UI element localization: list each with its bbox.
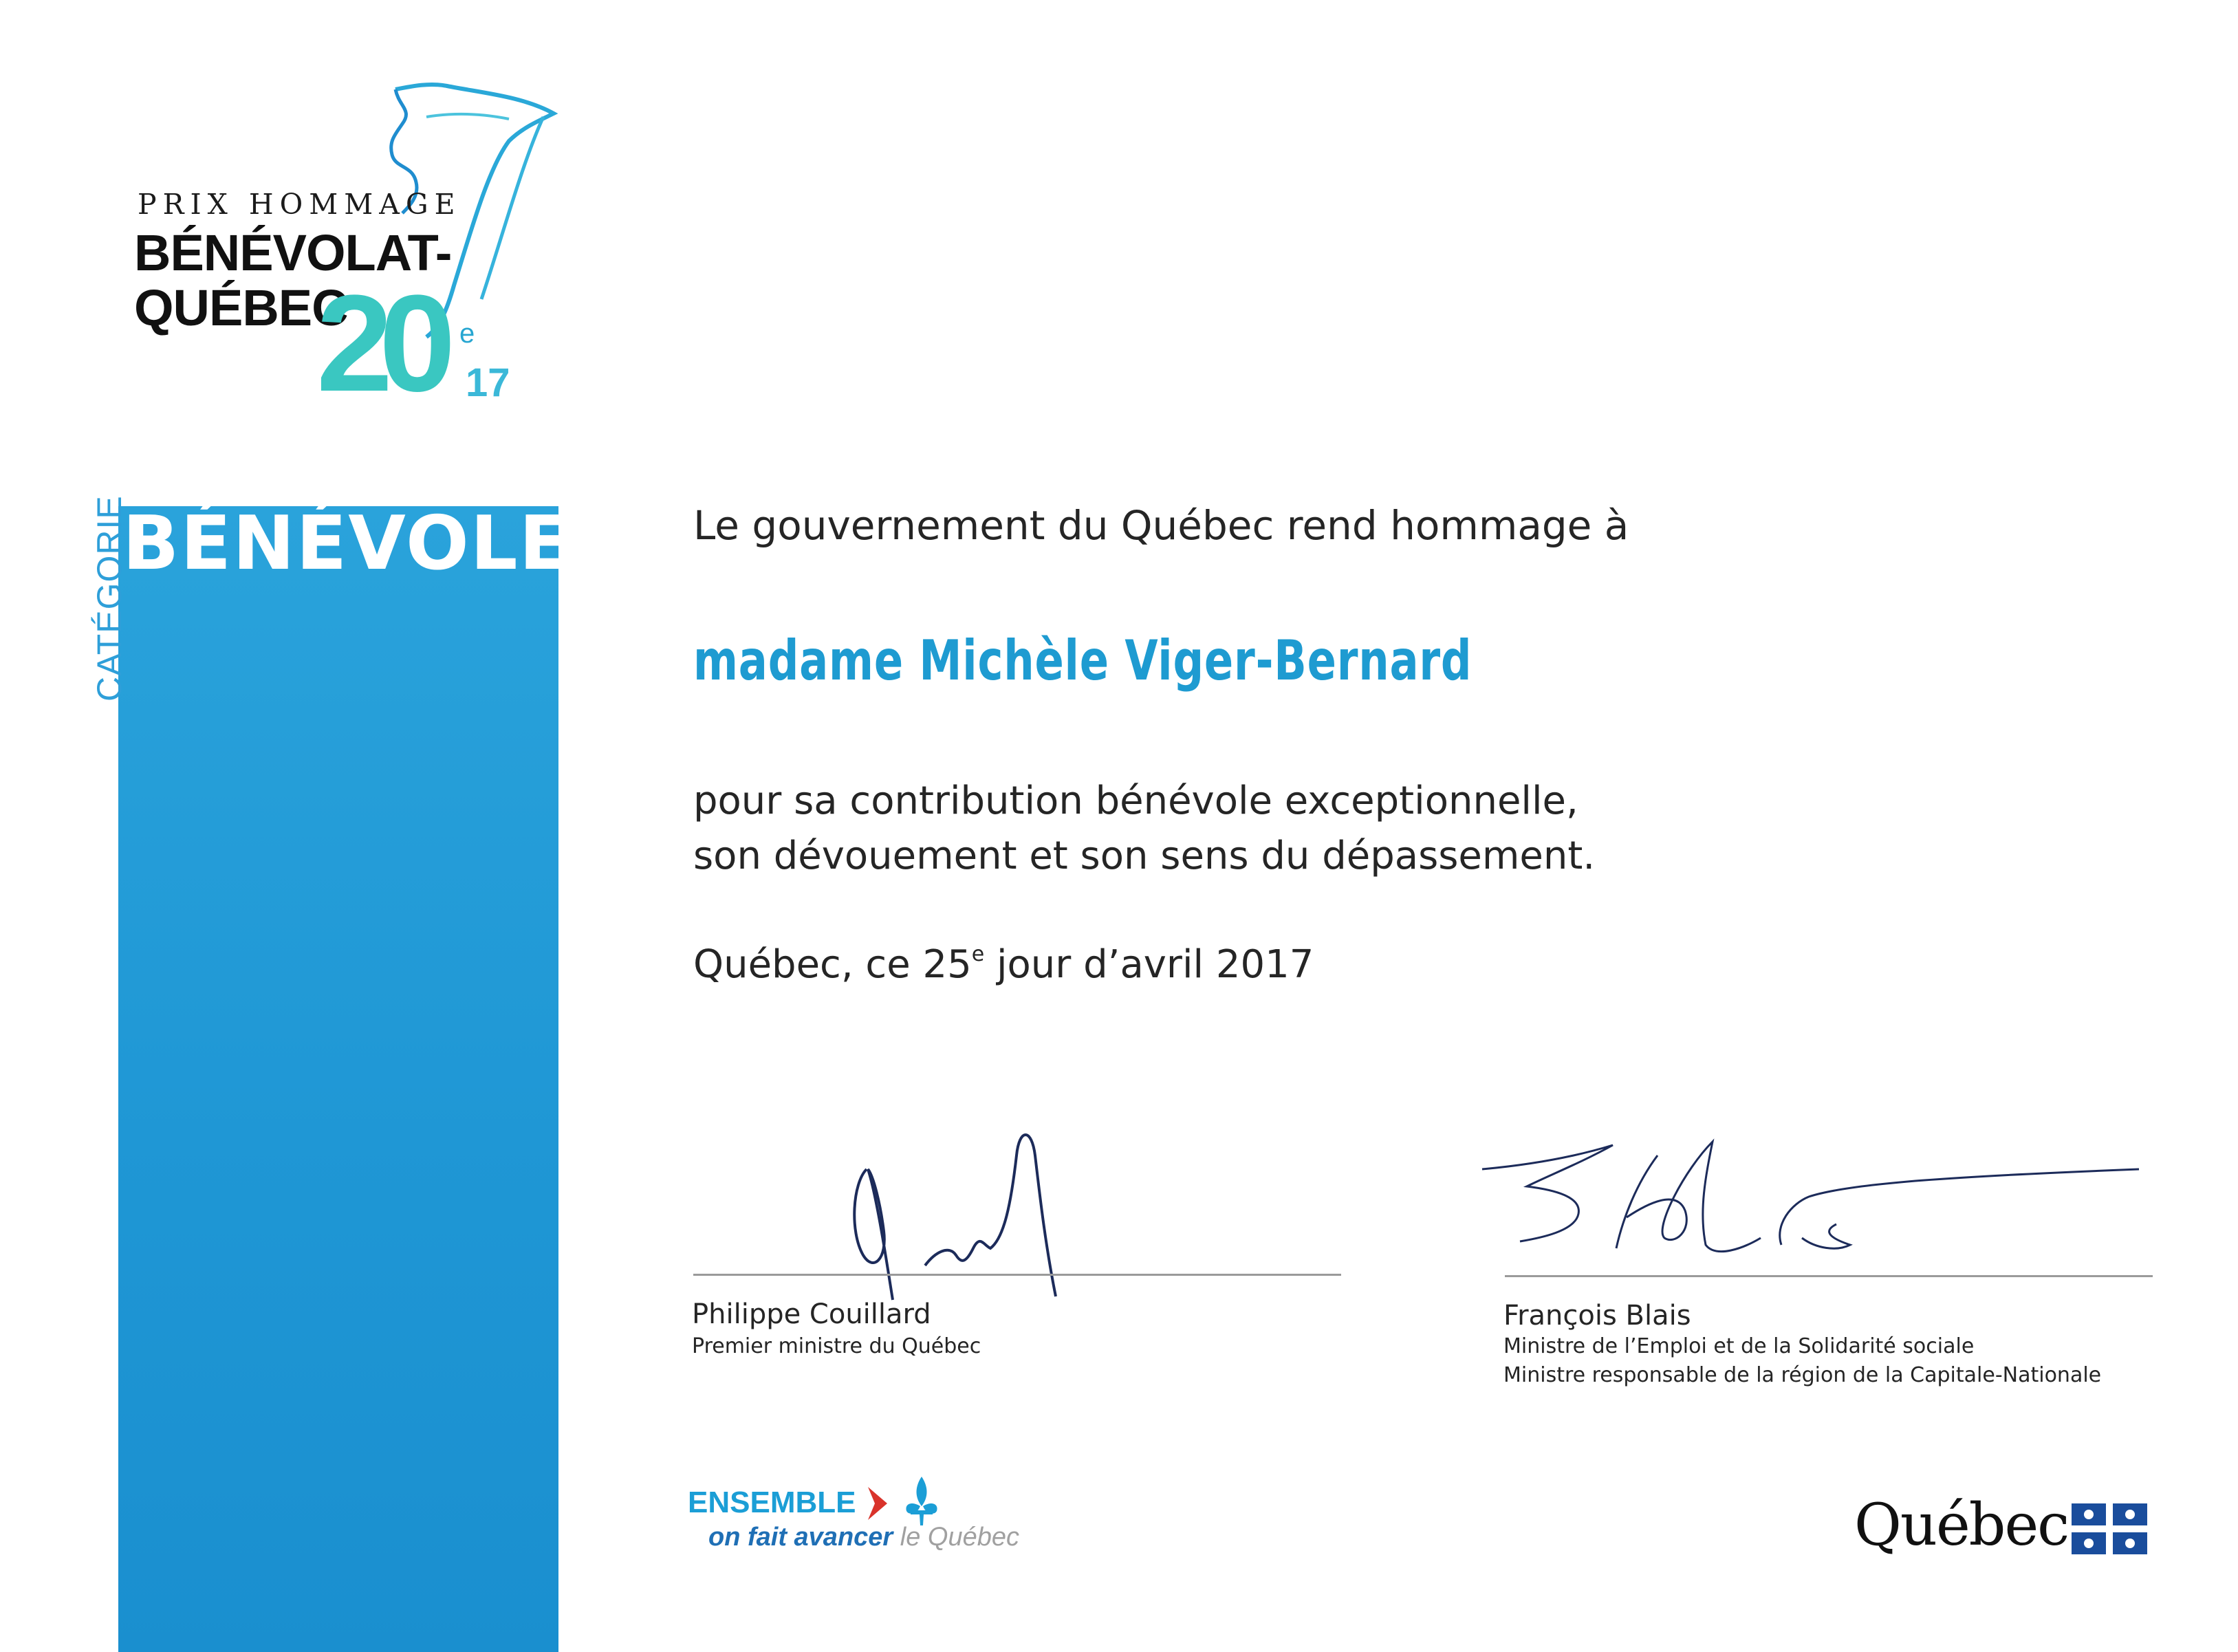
signature-line-2 <box>1505 1275 2153 1277</box>
date-superscript: e <box>971 942 985 966</box>
signatory-2-title-2: Ministre responsable de la région de la Capitale-Nationale <box>1503 1363 2102 1387</box>
tagline-part-b: le Québec <box>900 1523 1019 1552</box>
prix-hommage-logo <box>124 65 571 423</box>
category-band <box>118 506 558 1652</box>
signature-line-1 <box>693 1274 1341 1276</box>
signatory-2-name: François Blais <box>1503 1300 1691 1332</box>
fleur-de-lys-icon <box>901 1473 942 1528</box>
certificate-date <box>693 942 1314 987</box>
ensemble-arrow-icon <box>865 1484 893 1523</box>
signatory-1-title: Premier ministre du Québec <box>692 1334 981 1358</box>
logo-year-suffix: 17 <box>466 360 510 405</box>
ensemble-tagline <box>708 1523 1019 1552</box>
date-prefix: Québec, ce 25 <box>693 942 972 987</box>
signature-blais <box>1479 1128 2153 1286</box>
category-title: BÉNÉVOLE <box>122 501 572 587</box>
quebec-flag-icon <box>2072 1503 2147 1554</box>
logo-line-prix: PRIX HOMMAGE <box>138 188 461 221</box>
certificate-intro: Le gouvernement du Québec rend hommage à <box>693 502 1629 549</box>
logo-line-benevolat: BÉNÉVOLAT- <box>134 224 452 281</box>
signatory-1-name: Philippe Couillard <box>692 1298 931 1330</box>
quebec-government-logo-text: Québec <box>1854 1491 2069 1558</box>
signature-couillard <box>825 1114 1114 1307</box>
logo-line-quebec: QUÉBEC <box>134 279 348 336</box>
category-label: CATÉGORIE <box>90 495 129 702</box>
ensemble-logo-text: ENSEMBLE <box>688 1486 856 1519</box>
certificate-body-line-2: son dévouement et son sens du dépassement. <box>693 834 1596 878</box>
date-suffix: jour d’avril 2017 <box>984 942 1314 987</box>
signatory-2-title-1: Ministre de l’Emploi et de la Solidarité sociale <box>1503 1334 1975 1358</box>
tagline-part-a: on fait avancer <box>708 1523 900 1552</box>
logo-anniversary-number: 20 <box>316 267 442 420</box>
recipient-name: madame Michèle Viger-Bernard <box>693 629 1473 693</box>
certificate-body-line-1: pour sa contribution bénévole exceptionnelle, <box>693 779 1578 823</box>
logo-anniversary-suffix: e <box>459 318 475 349</box>
